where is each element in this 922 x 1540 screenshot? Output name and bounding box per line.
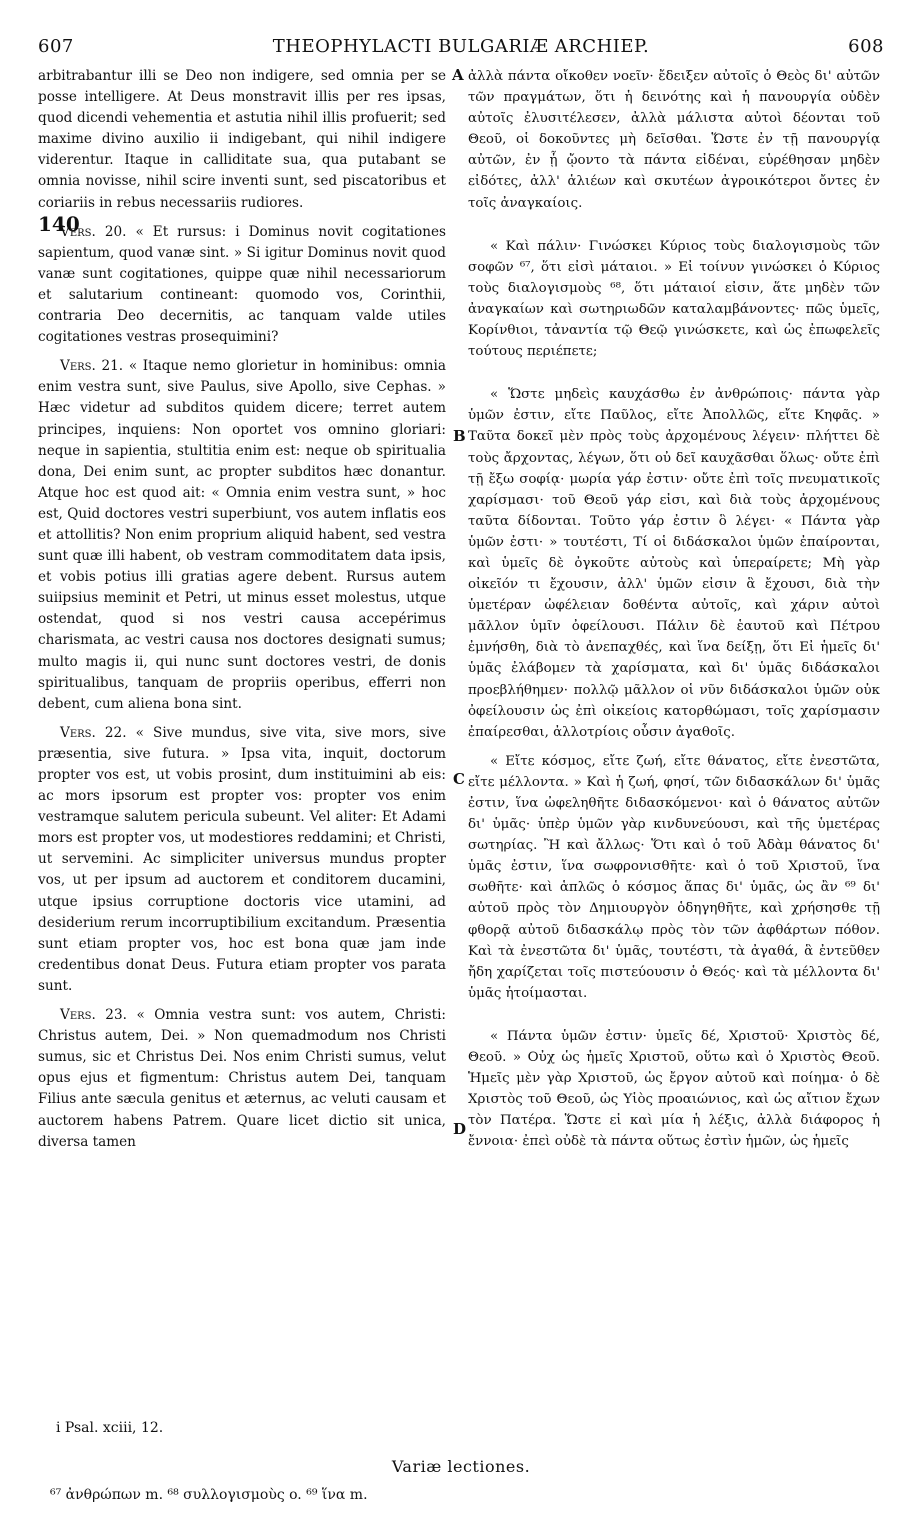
variae-lectiones-notes: ⁶⁷ ἀνθρώπων m. ⁶⁸ συλλογισμοὺς o. ⁶⁹ ἵνα m. bbox=[50, 1487, 368, 1503]
margin-number-140: 140 bbox=[38, 212, 80, 236]
latin-paragraph: arbitrabantur illi se Deo non indigere, sed omnia per se posse intelligere. At Deus monstravit illis per res ipsas, quod dicendi vehementia et astutia nihil illis profuerit; sed maxime divino auxilio ii indigebant, qui nihil indigere viderentur. Itaque in calliditate sua, qua putabant se omnia novisse, nihil scire inventi sunt, sed piscatoribus et coriariis in rebus necessariis rudiores. bbox=[38, 68, 446, 211]
margin-mark-b: B bbox=[453, 427, 466, 445]
page-header bbox=[38, 36, 884, 60]
margin-mark-d: D bbox=[453, 1120, 467, 1138]
greek-paragraph: ἀλλὰ πάντα οἴκοθεν νοεῖν· ἔδειξεν αὐτοῖς ὁ Θεὸς δι' αὐτῶν τῶν πραγμάτων, ὅτι ἡ δεινότης καὶ ἡ πανουργία οὐδὲν αὐτοῖς ἐλυσιτέλεσεν, ἀλλὰ μάλιστα αὐτοὶ δέονται τοῦ Θεοῦ, οἱ δοκοῦντες μὴ δεῖσθαι. Ὥστε ἐν τῇ πανουργίᾳ αὐτῶν, ἐν ᾗ ᾤοντο τὰ πάντα εἰδέναι, εὑρέθησαν μηδὲν εἰδότες, ἀλλ' ἁλιέων καὶ σκυτέων ἀγροικότεροι ὄντες ἐν τοῖς ἀναγκαίοις. bbox=[468, 69, 880, 211]
verse-label: Vers. 20. bbox=[60, 223, 127, 240]
verse-label: Vers. 23. bbox=[60, 1007, 127, 1024]
verse-label: Vers. 21. bbox=[60, 358, 124, 375]
latin-paragraph bbox=[38, 723, 446, 997]
page-number-right: 608 bbox=[848, 36, 884, 57]
latin-text: « Omnia vestra sunt: vos autem, Christi: Christus autem, Dei. » Non quemadmodum nos Christi sumus, sic et Christus Dei. Nos enim Christi sumus, velut opus ejus et figmentum: Christus autem Dei, tanquam Filius ante sæcula genitus et æternus, ac veluti causam et auctorem habens Patrem. Quare licet dictio sit unica, diversa tamen bbox=[38, 1007, 446, 1150]
greek-paragraph: « Καὶ πάλιν· Γινώσκει Κύριος τοὺς διαλογισμοὺς τῶν σοφῶν ⁶⁷, ὅτι εἰσὶ μάταιοι. » Εἰ τοίνυν γινώσκει ὁ Κύριος τοὺς διαλογισμοὺς ⁶⁸, ὅτι μάταιοί εἰσιν, ἅτε μηδὲν τῶν ἀναγκαίων καὶ σωτηριωδῶν καταλαμβάνοντες· πῶς ὑμεῖς, Κορίνθιοι, τἀναντία τῷ Θεῷ γινώσκετε, καὶ ὡς ἐπωφελεῖς τούτους περιέπετε; bbox=[468, 238, 880, 360]
running-title: THEOPHYLACTI BULGARIÆ ARCHIEP. bbox=[272, 36, 650, 57]
latin-text: « Sive mundus, sive vita, sive mors, sive præsentia, sive futura. » Ipsa vita, inquit, doctorum propter vos est, ut vobis prosint, dum instituimini ab eis: ac mors ipsorum est propter vos: propter vos enim vestramque salutem pericula subeunt. Vel aliter: Et Adami mors est propter vos, ut modestiores reddamini; et Christi, ut servemini. Ac simpliciter universus mundus propter vos, ut per ipsum ad auctorem et conditorem ducamini, utque ipsius corruptione doctoris vice utamini, ad desiderium rerum incorruptibilium excitandum. Præsentia sunt etiam propter vos, hoc est bona quæ jam inde credentibus donat Deus. Futura etiam propter vos parata sunt. bbox=[38, 724, 446, 994]
margin-mark-a: A bbox=[452, 66, 464, 84]
greek-column bbox=[468, 66, 880, 1153]
latin-column bbox=[38, 66, 446, 1153]
greek-paragraph: « Εἴτε κόσμος, εἴτε ζωή, εἴτε θάνατος, εἴτε ἐνεστῶτα, εἴτε μέλλοντα. » Καὶ ἡ ζωή, φησί, τῶν διδασκάλων δι' ὑμᾶς ἐστιν, ἵνα ὠφεληθῆτε διδασκόμενοι· καὶ ὁ θάνατος αὐτῶν δι' ὑμᾶς· ὑπὲρ ὑμῶν γὰρ κινδυνεύουσι, καὶ τῆς ὑμετέρας σωτηρίας. Ἢ καὶ ἄλλως· Ὅτι καὶ ὁ τοῦ Ἀδὰμ θάνατος δι' ὑμᾶς ἐστιν, ἵνα σωφρονισθῆτε· καὶ ὁ τοῦ Χριστοῦ, ἵνα σωθῆτε· καὶ ἁπλῶς ὁ κόσμος ἅπας δι' ὑμᾶς, ὡς ἂν ⁶⁹ δι' αὐτοῦ πρὸς τὸν Δημιουργὸν ὁδηγηθῆτε, καὶ χρήσησθε τῇ φθορᾷ αὐτοῦ διδασκάλῳ πρὸς τὸν τῶν ἀφθάρτων πόθον. Καὶ τὰ ἐνεστῶτα δι' ὑμᾶς, τουτέστι, τὰ ἀγαθά, ἃ ἐντεῦθεν ἤδη χαρίζεται τοῖς πιστεύουσιν ὁ Θεός· καὶ τὰ μέλλοντα δι' ὑμᾶς ἡτοίμασται. bbox=[468, 753, 880, 1001]
latin-paragraph bbox=[38, 222, 446, 349]
greek-paragraph: « Ὥστε μηδεὶς καυχάσθω ἐν ἀνθρώποις· πάντα γὰρ ὑμῶν ἐστιν, εἴτε Παῦλος, εἴτε Ἀπολλῶς, εἴτε Κηφᾶς. » Ταῦτα δοκεῖ μὲν πρὸς τοὺς ἀρχομένους λέγειν· πλήττει δὲ τοὺς ἄρχοντας, λέγων, ὅτι οὐ δεῖ καυχᾶσθαι ὅλως· οὔτε ἐπὶ τῇ ἔξω σοφίᾳ· μωρία γάρ ἐστιν· οὔτε ἐπὶ τοῖς πνευματικοῖς χαρίσμασι· τοῦ Θεοῦ γάρ εἰσι, καὶ διὰ τοὺς ἀρχομένους ταῦτα δίδονται. Τοῦτο γάρ ἐστιν ὃ λέγει· « Πάντα γὰρ ὑμῶν ἐστι· » τουτέστι, Τί οἱ διδάσκαλοι ὑμῶν ἐπαίρονται, καὶ ὑμεῖς δὲ ὀγκοῦτε αὐτοὺς καὶ ὑπεραίρετε; Μὴ γὰρ οἰκεῖόν τι ἔχουσιν, ἀλλ' ὑμῶν εἰσιν ἃ ἔχουσι, διὰ τὴν ὑμετέραν ὠφέλειαν δοθέντα αὐτοῖς, καὶ χάριν αὐτοὶ μᾶλλον ὑμῖν ὀφείλουσι. Πάλιν δὲ ἑαυτοῦ καὶ Πέτρου ἐμνήσθη, διὰ τὸ ἀνεπαχθές, καὶ ἵνα δείξῃ, ὅτι Εἰ ἡμεῖς δι' ὑμᾶς ἐλάβομεν τὰ χαρίσματα, καὶ δι' ὑμᾶς διδάσκαλοι προεβλήθημεν· πολλῷ μᾶλλον οἱ νῦν διδάσκαλοι ὑμῶν οὐκ ὀφείλουσιν ὡς ἐπὶ οἰκείοις κατορθώμασι, τοῖς χαρίσμασιν ἐπαίρεσθαι, ἀλλοτρίοις οὖσιν ἀγαθοῖς. bbox=[468, 387, 880, 740]
page-number-left: 607 bbox=[38, 36, 74, 57]
verse-label: Vers. 22. bbox=[60, 724, 127, 741]
latin-paragraph bbox=[38, 356, 446, 715]
latin-paragraph bbox=[38, 1005, 446, 1153]
latin-text: « Et rursus: i Dominus novit cogitationes sapientum, quod vanæ sint. » Si igitur Dominus novit quod vanæ sunt cogitationes, quippe quæ nihil necessariorum et salutarium contineant: quomodo vos, Corinthii, contraria Deo decernitis, ac tanquam valde utiles cogitationes vestras prosequimini? bbox=[38, 223, 447, 346]
margin-mark-c: C bbox=[453, 770, 465, 788]
greek-paragraph: « Πάντα ὑμῶν ἐστιν· ὑμεῖς δέ, Χριστοῦ· Χριστὸς δέ, Θεοῦ. » Οὐχ ὡς ἡμεῖς Χριστοῦ, οὕτω καὶ ὁ Χριστὸς Θεοῦ. Ἡμεῖς μὲν γὰρ Χριστοῦ, ὡς ἔργον αὐτοῦ καὶ ποίημα· ὁ δὲ Χριστὸς τοῦ Θεοῦ, ὡς Υἱὸς προαιώνιος, καὶ ὡς αἴτιον ἔχων τὸν Πατέρα. Ὥστε εἰ καὶ μία ἡ λέξις, ἀλλὰ διάφορος ἡ ἔννοια· ἐπεὶ οὐδὲ τὰ πάντα οὕτως ἐστὶν ἡμῶν, ὡς ἡμεῖς bbox=[468, 1028, 880, 1150]
footnote: i Psal. xciii, 12. bbox=[56, 1420, 164, 1436]
latin-text: « Itaque nemo glorietur in hominibus: omnia enim vestra sunt, sive Paulus, sive Apollo, sive Cephas. » Hæc videtur ad subditos quidem dicere; terret autem principes, inquiens: Non oportet vos omnino gloriari: neque in sapientia, stultitia enim est: neque ob spiritualia dona, Dei enim sunt, ac propter subditos hæc donantur. Atque hoc est quod ait: « Omnia enim vestra sunt, » hoc est, Quid doctores vestri superbiunt, vos autem inflatis eos et attollitis? Non enim proprium aliquid habent, sed vestra sunt quæ illi habent, ob vestram commoditatem data ipsis, et vobis potius illi gratias agere debent. Rursus autem suiipsius meminit et Petri, ut minus esset molestus, utque ostendat, quod si nos vestri causa accepérimus charismata, ac vestri causa nos doctores designati sumus; multo magis ii, qui nunc sunt doctores vestri, de donis spiritualibus, tanquam de propriis operibus, efferri non debent, cum aliena bona sint. bbox=[38, 358, 447, 712]
variae-lectiones-title: Variæ lectiones. bbox=[391, 1457, 531, 1476]
